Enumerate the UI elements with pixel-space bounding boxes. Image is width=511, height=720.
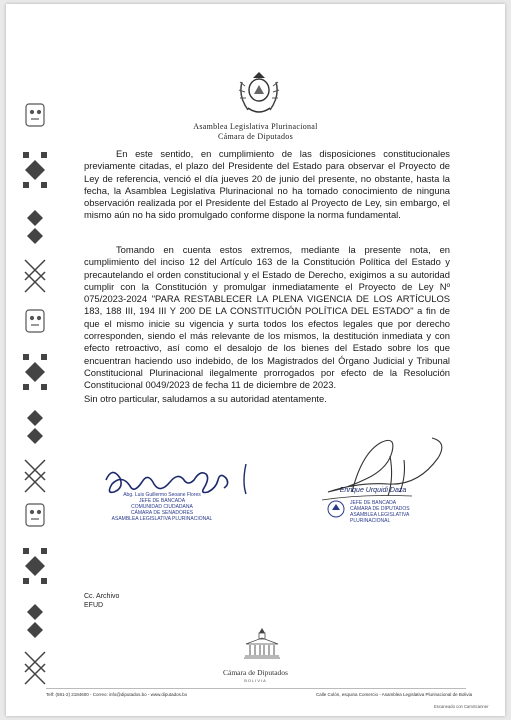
paragraph-1	[84, 148, 450, 222]
footer-address: Calle Colón, esquina Comercio - Asamblea Legislativa Plurinacional de Bolivia	[316, 692, 473, 697]
cc-line: Cc. Archivo	[84, 593, 120, 600]
document-page	[6, 4, 505, 716]
chamber-name: Cámara de Diputados	[217, 132, 293, 141]
cc-block	[84, 592, 119, 610]
left-stamp-line: COMUNIDAD CIUDADANA	[131, 504, 193, 510]
footer-contact: Telf: (591-2) 2184600 - Correo: info@diputados.bo - www.diputados.bo	[46, 692, 188, 697]
right-stamp-seal	[326, 498, 346, 520]
footer-chamber-name: Cámara de Diputados	[223, 668, 288, 677]
footer-divider	[46, 688, 466, 689]
decorative-side-pattern	[20, 100, 56, 700]
left-stamp-line: ASAMBLEA LEGISLATIVA PLURINACIONAL	[111, 516, 213, 522]
left-stamp	[102, 492, 222, 522]
right-stamp	[350, 500, 430, 524]
left-stamp-line: Abg. Luis Guillermo Seoane Flores	[123, 492, 201, 498]
cc-line: EFUD	[84, 602, 104, 609]
right-stamp-name: Enrique Urquidi Daza	[339, 487, 407, 494]
paragraph-1-text: En este sentido, en cumplimiento de las disposiciones constitucionales previamente citadas, el plazo del Presidente del Estado para observar el Proyecto de Ley de referencia, venció el día jueves 20 de junio del presente, no obstante, hasta la fecha, la Asamblea Legislativa Plurinacional no ha tomado conocimiento de ninguna observación realizada por el Presidente del Estado al Proyecto de Ley, sin embargo, el mismo aún no ha sido promulgado conforme dispone la norma fundamental.	[84, 148, 450, 221]
paragraph-2-text: Tomando en cuenta estos extremos, mediante la presente nota, en cumplimiento del inciso 12 del Artículo 163 de la Constitución Política del Estado y precautelando el orden constitucional y el Estado de Derecho, exigimos a su autoridad cumplir con la Constitución y promulgar inmediatamente el Proyecto de Ley Nº 075/2023-2024 "PARA RESTABLECER LA PLENA VIGENCIA DE LOS ARTÍCULOS 183, 188 III, 194 III Y 200 DE LA CONSTITUCIÓN POLÍTICA DEL ESTADO" a fin de que el mismo inicie su vigencia y surta todos los efectos legales que por derecho corresponden, siendo el más relevante de los mismos, la destitución inmediata y con efecto retroactivo, así como el desalojo de los bienes del Estado sobre los que encuentran haciendo uso indebido, de los Magistrados del Órgano Judicial y Tribunal Constitucional Plurinacional ilegalmente prorrogados por efecto de la Resolución Constitucional 0049/2023 de fecha 11 de diciembre de 2023.	[84, 244, 450, 391]
footer-country: BOLIVIA	[244, 678, 267, 683]
coat-of-arms-logo	[234, 68, 284, 120]
right-stamp-line: CÁMARA DE DIPUTADOS	[350, 506, 410, 512]
closing-text: Sin otro particular, saludamos a su autoridad atentamente.	[84, 393, 327, 404]
right-stamp-line: ASAMBLEA LEGISLATIVA PLURINACIONAL	[350, 512, 410, 524]
left-stamp-line: JEFE DE BANCADA	[138, 498, 186, 504]
paragraph-2	[84, 244, 450, 392]
institution-name: Asamblea Legislativa Plurinacional	[193, 122, 318, 131]
scanner-watermark: Escaneado con CamScanner	[434, 704, 489, 709]
closing-line	[84, 393, 450, 405]
left-stamp-line: CÁMARA DE SENADORES	[130, 510, 194, 516]
right-stamp-line: JEFE DE BANCADA	[350, 500, 397, 506]
footer-building-logo	[242, 626, 282, 660]
